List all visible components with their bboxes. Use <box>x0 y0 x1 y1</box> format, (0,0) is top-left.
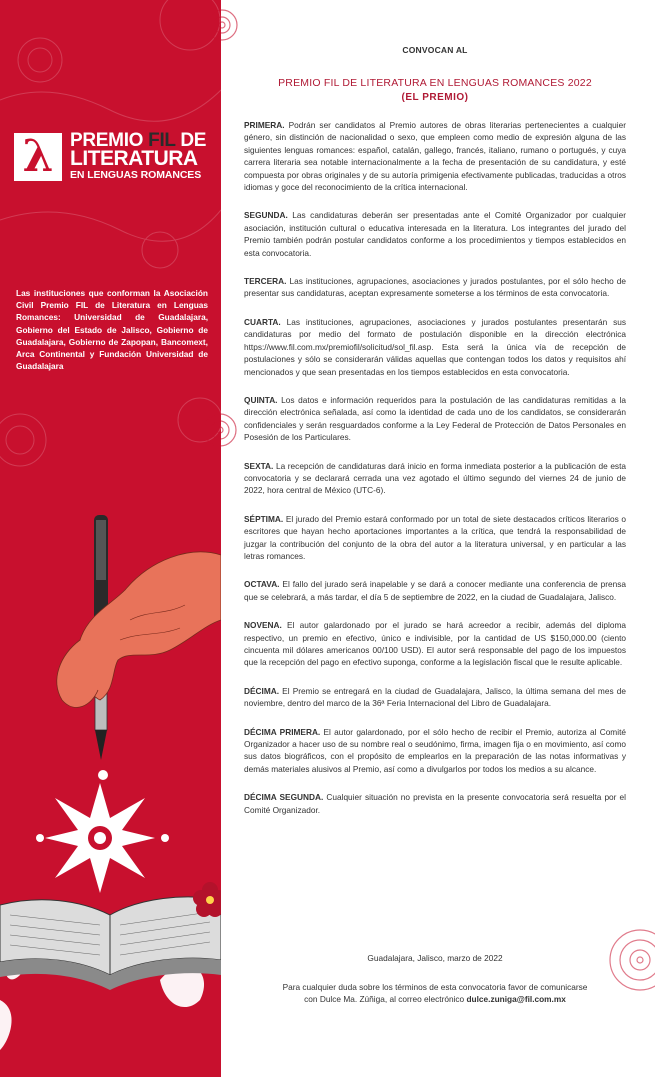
contact-info: Para cualquier duda sobre los términos de esta convocatoria favor de comunicarse con Dulce Ma. Zúñiga, al correo electrónico dulce.zuniga@fil.com.mx <box>282 982 588 1005</box>
clause-septima: SÉPTIMA. El jurado del Premio estará conformado por un total de siete destacados críticos literarios o escritores que hayan hecho aportaciones importantes a la crítica, que tendrá la responsabilidad de juzgar la contribución del conjunto de la obra del autor a la literatura universal, y en particular a las letras romances. <box>244 513 626 561</box>
clause-primera: PRIMERA. Podrán ser candidatos al Premio autores de obras literarias pertenecientes a cualquier género, sin distinción de nacionalidad o sexo, que empleen como medio de expresión alguna de las siguientes lenguas romances: español, catalán, gallego, francés, italiano, rumano o portugués, y cuya carrera literaria sea notable internacionalmente a la fecha de presentación de su candidatura, y esté compuesta por obras originales y de su autoría primigenia efectivamente publicadas, traducidas a otros idiomas y goce del reconocimiento de la crítica internacional. <box>244 120 626 193</box>
logo-line-1: PREMIO FIL DE <box>70 130 207 151</box>
prize-title: PREMIO FIL DE LITERATURA EN LENGUAS ROMANCES 2022 <box>278 77 592 89</box>
prize-subtitle: (EL PREMIO) <box>401 92 469 103</box>
logo-line-2: LITERATURA <box>70 147 198 170</box>
logo-line-3: EN LENGUAS ROMANCES <box>70 169 202 181</box>
lambda-logo-icon: λ <box>14 133 62 181</box>
clause-octava: OCTAVA. El fallo del jurado será inapelable y se dará a conocer mediante una conferencia de prensa que se celebrará, a más tardar, el día 5 de septiembre de 2022, en la ciudad de Guadalajara, Jalisco. <box>244 579 626 602</box>
issue-date: Guadalajara, Jalisco, marzo de 2022 <box>367 953 503 963</box>
clause-decima-primera: DÉCIMA PRIMERA. El autor galardonado, por el sólo hecho de recibir el Premio, autoriza al Comité Organizador a hacer uso de su nombre real o seudónimo, firma, imagen fija o en movimiento, así como sus datos biográficos, con el propósito de emplearlos en la preparación de las notas informativas y demás materiales alusivos al Premio, así como a divulgarlos por todos los medios a su alcance. <box>244 726 626 774</box>
institutions-text: Las instituciones que conforman la Asociación Civil Premio FIL de Literatura en Lenguas Romances: Universidad de Guadalajara, Gobierno del Estado de Jalisco, Gobierno de Guadalajara, Gobierno de Zapopan, Bancomext, Arca Continental y Fundación Universidad de Guadalajara <box>16 288 208 372</box>
clause-decima: DÉCIMA. El Premio se entregará en la ciudad de Guadalajara, Jalisco, la última semana del mes de noviembre, dentro del marco de la 36ª Feria Internacional del Libro de Guadalajara. <box>244 685 626 709</box>
left-banner <box>0 0 221 1077</box>
pen-hand-illustration <box>57 515 221 760</box>
clause-decima-segunda: DÉCIMA SEGUNDA. Cualquier situación no prevista en la presente convocatoria será resuelta por el Comité Organizador. <box>244 792 626 815</box>
clause-quinta: QUINTA. Los datos e información requeridos para la postulación de las candidaturas remitidas a la dirección electrónica señalada, así como la identidad de cada uno de los candidatos, se considerarán confidenciales y serán resguardados conforme a la Ley Federal de Protección de Datos Personales en Posesión de los Particulares. <box>244 394 626 443</box>
rosette-ornament-icon <box>212 0 242 70</box>
clauses-list <box>244 119 626 832</box>
contact-email-link[interactable]: dulce.zuniga@fil.com.mx <box>466 994 566 1005</box>
convocan-heading: CONVOCAN AL <box>402 45 468 55</box>
clause-segunda: SEGUNDA. Las candidaturas deberán ser presentadas ante el Comité Organizador por cualquier asociación, institución cultural o educativa interesada en la literatura. Los integrantes del jurado del Premio también podrán postular candidatos conforme a los procedimientos y tiempos establecidos en esta convocatoria. <box>244 210 626 258</box>
star-ornament <box>45 783 155 893</box>
flower-icon <box>193 882 221 917</box>
clause-novena: NOVENA. El autor galardonado por el jurado se hará acreedor a recibir, además del diploma respectivo, un premio en efectivo, único e indivisible, por la cantidad de US $150,000.00 (ciento cincuenta mil dólares americanos 00/100 USD). El autor será responsable del pago de los impuestos que la recepción del pago en efectivo suponga, conforme a la legislación fiscal que le resulte aplicable. <box>244 620 626 668</box>
prize-logo <box>14 131 214 186</box>
clause-tercera: TERCERA. Las instituciones, agrupaciones, asociaciones y jurados postulantes, por el sólo hecho de presentar sus candidaturas, aceptan expresamente someterse a los términos de esta convocatoria. <box>244 276 626 299</box>
rosette-ornament-icon <box>205 405 245 455</box>
banner-illustration <box>0 480 221 1077</box>
clause-sexta: SEXTA. La recepción de candidaturas dará inicio en forma inmediata posterior a la publicación de esta convocatoria y se declarará cerrada una vez agotado el último segundo del viernes 24 de junio de 2022, hora central de México (UTC-6). <box>244 460 626 496</box>
clause-cuarta: CUARTA. Las instituciones, agrupaciones, asociaciones y jurados postulantes presentarán sus candidaturas por medio del formato de postulación disponible en la dirección electrónica https://www.fil.com.mx/premiofil/solicitud/sol_fil.asp. Esta será la única vía de recepción de postulaciones y sólo se considerarán válidas aquellas que contengan todos los datos y requisitos ahí mencionados y que sean presentadas en los tiempos establecidos en esta convocatoria. <box>244 316 626 377</box>
